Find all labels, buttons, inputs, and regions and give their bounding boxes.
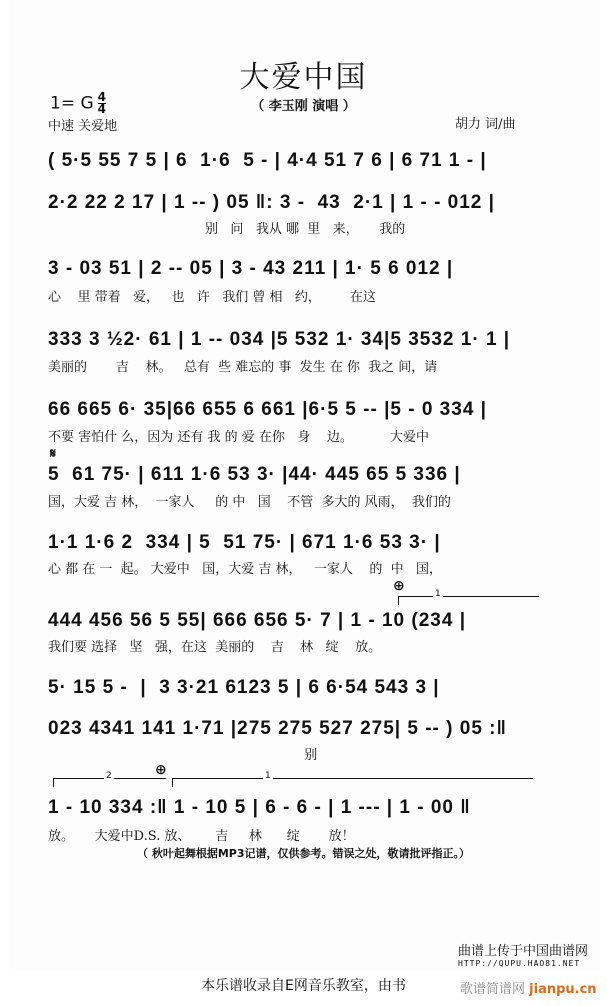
- lyrics-row-3: 心 里 带着 爱， 也 许 我们 曾 相 约， 在这: [48, 290, 376, 305]
- lyrics-row-11: 放。 大爱中D.S. 放、 吉 林 绽 放！: [48, 829, 355, 844]
- notation-row-1: ( 5·5 55 7 5 | 6 1·6 5 - | 4·4 51 7 6 | 6 71 1 - |: [48, 150, 487, 171]
- volta-2-bracket: 2: [53, 778, 166, 787]
- notation-row-2: 2·2 22 2 17 | 1 -- ) 05 ‖: 3 - 43 2·1 | 1 - - 012 |: [48, 192, 495, 213]
- notation-row-4: 333 3 ½2· 61 | 1 -- 034 |5 532 1· 34|5 3532 1· 1 |: [48, 329, 511, 350]
- key-signature: [50, 92, 106, 115]
- coda-sign: ⊕: [393, 578, 405, 594]
- lyrics-row-8: 我们要 选择 坚 强，在这 美丽的 吉 林 绽 放。: [48, 640, 382, 655]
- lyrics-row-4: 美丽的 吉 林。 总有 些 难忘的 事 发生 在 你 我之 间，请: [48, 360, 438, 375]
- lyrics-row-5: 不要 害怕什 么，因为 还有 我 的 爱 在你 身 边。 大爱中: [48, 430, 430, 445]
- lyrics-row-2: 别 问 我从 哪 里 来， 我的: [48, 222, 406, 237]
- notation-row-8: 444 456 56 5 55| 666 656 5· 7 | 1 - 10 (234 |: [48, 610, 467, 631]
- watermark-qupu: 曲谱上传于中国曲谱网 HTTP://QUPU.HAO81.NET: [458, 944, 589, 968]
- volta-1-bracket: 1: [398, 596, 539, 605]
- notation-row-7: 1·1 1·6 2 334 | 5 51 75· | 671 1·6 53 3· |: [48, 532, 441, 553]
- coda-sign-2: ⊕: [155, 762, 167, 778]
- tempo-expression: 中速 关爱地: [48, 119, 118, 134]
- notation-row-5: 66 665 6· 35|66 655 6 661 |6·5 5 -- |5 - 0 334 |: [48, 399, 487, 420]
- song-title: 大爱中国: [239, 60, 368, 95]
- notation-row-10: 023 4341 141 1·71 |275 275 527 275| 5 -- ) 05 :‖: [48, 718, 507, 739]
- watermark-jianpu: 歌谱简谱网 jianpu.cn: [460, 982, 597, 997]
- lyrics-row-10: 别: [48, 748, 318, 763]
- notation-row-6: 5 61 75· | 611 1·6 53 3· |44· 445 65 5 336 |: [48, 464, 461, 485]
- notation-row-11: 1 - 10 334 :‖ 1 - 10 5 | 6 - 6 - | 1 --- | 1 - 00 ‖: [48, 797, 471, 818]
- key-label: 1= G: [50, 93, 94, 114]
- volta-1-bracket-final: 1: [172, 778, 533, 787]
- lyrics-row-6: 国，大爱 吉 林， 一家人 的 中 国 不管 多大的 风雨， 我们的: [48, 495, 451, 510]
- lyricist-composer: 胡力 词/曲: [455, 117, 516, 132]
- lyrics-row-7: 心 都 在 一 起。 大爱中 国，大爱 吉 林， 一家人 的 中 国，: [48, 562, 443, 577]
- segno-sign: 𝄋: [50, 446, 57, 462]
- notation-row-3: 3 - 03 51 | 2 -- 05 | 3 - 43 211 | 1· 5 6 012 |: [48, 258, 454, 279]
- source-footer: 本乐谱收录自E网音乐教室，由书: [201, 978, 406, 994]
- notation-row-9: 5· 15 5 - | 3 3·21 6123 5 | 6 6·54 543 3 |: [48, 677, 440, 698]
- singer-credit: （ 李玉刚 演唱 ）: [251, 99, 356, 114]
- transcription-note: （ 秋叶起舞根据MP3记谱，仅供参考。错误之处，敬请批评指正。）: [137, 847, 470, 860]
- time-signature: $\frac{4}{4}$: [97, 90, 106, 116]
